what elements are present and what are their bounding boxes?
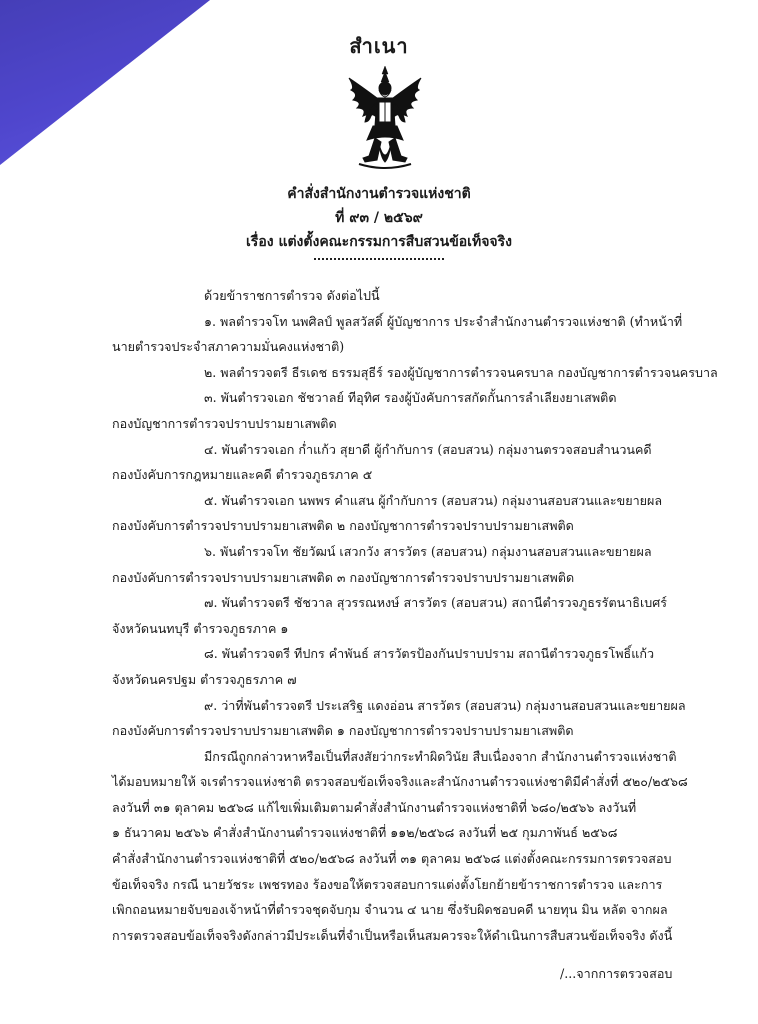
intro-line: ด้วยข้าราชการตำรวจ ดังต่อไปนี้: [204, 288, 380, 303]
continuation-note: /...จากการตรวจสอบ: [560, 966, 673, 981]
paragraph-line: คำสั่งสำนักงานตำรวจแห่งชาติที่ ๕๒๐/๒๕๖๘ ลงวันที่ ๓๑ ตุลาคม ๒๕๖๘ แต่งตั้งคณะกรรมการตรวจสอบ: [112, 851, 672, 867]
list-item: ๙. ว่าที่พันตำรวจตรี ประเสริฐ แดงอ่อน สารวัตร (สอบสวน) กลุ่มงานสอบสวนและขยายผล: [204, 697, 686, 713]
order-subject: เรื่อง แต่งตั้งคณะกรรมการสืบสวนข้อเท็จจริง: [246, 234, 512, 250]
paragraph-line: การตรวจสอบข้อเท็จจริงดังกล่าวมีประเด็นที่จำเป็นหรือเห็นสมควรจะให้ดำเนินการสืบสวนข้อเท็จจริง ดังนี้: [112, 927, 673, 943]
list-item-continuation: กองบังคับการตำรวจปราบปรามยาเสพติด ๓ กองบัญชาการตำรวจปราบปรามยาเสพติด: [112, 569, 575, 585]
paragraph-line: มีกรณีถูกกล่าวหาหรือเป็นที่สงสัยว่ากระทำผิดวินัย สืบเนื่องจาก สำนักงานตำรวจแห่งชาติ: [204, 748, 677, 764]
list-item-continuation: จังหวัดนครปฐม ตำรวจภูธรภาค ๗: [112, 671, 297, 687]
garuda-emblem-icon: [343, 64, 427, 174]
list-item-continuation: กองบังคับการตำรวจปราบปรามยาเสพติด ๑ กองบัญชาการตำรวจปราบปรามยาเสพติด: [112, 723, 574, 739]
list-item-continuation: กองบังคับการกฎหมายและคดี ตำรวจภูธรภาค ๕: [112, 467, 373, 483]
dotted-divider: [314, 258, 444, 260]
paragraph-line: ได้มอบหมายให้ จเรตำรวจแห่งชาติ ตรวจสอบข้อเท็จจริงและสำนักงานตำรวจแห่งชาติมีคำสั่งที่ ๕๒๐/๒๕๖๘: [112, 774, 688, 790]
copy-stamp: สำเนา: [349, 34, 409, 58]
list-item: ๑. พลตำรวจโท นพศิลป์ พูลสวัสดิ์ ผู้บัญชาการ ประจำสำนักงานตำรวจแห่งชาติ (ทำหน้าที่: [204, 313, 683, 329]
list-item-continuation: จังหวัดนนทบุรี ตำรวจภูธรภาค ๑: [112, 620, 289, 636]
paragraph-line: ข้อเท็จจริง กรณี นายวัชระ เพชรทอง ร้องขอให้ตรวจสอบการแต่งตั้งโยกย้ายข้าราชการตำรวจ และการ: [112, 876, 663, 892]
order-body: [112, 283, 718, 948]
list-item: ๓. พันตำรวจเอก ชัชวาลย์ ทีอุทิศ รองผู้บังคับการสกัดกั้นการลำเลียงยาเสพติด: [204, 390, 617, 406]
order-number: ที่ ๙๓ / ๒๕๖๙: [335, 210, 423, 226]
order-issuer: คำสั่งสำนักงานตำรวจแห่งชาติ: [287, 186, 471, 202]
list-item-continuation: กองบังคับการตำรวจปราบปรามยาเสพติด ๒ กองบัญชาการตำรวจปราบปรามยาเสพติด: [112, 518, 574, 534]
list-item: ๘. พันตำรวจตรี ทีปกร คำพันธ์ สารวัตรป้องกันปราบปราม สถานีตำรวจภูธรโพธิ์แก้ว: [204, 646, 655, 662]
paragraph-line: ลงวันที่ ๓๑ ตุลาคม ๒๕๖๘ แก้ไขเพิ่มเติมตามคำสั่งสำนักงานตำรวจแห่งชาติที่ ๖๘๐/๒๕๖๖ ลงวันที่: [112, 799, 637, 815]
list-item: ๔. พันตำรวจเอก ก่ำแก้ว สุยาดี ผู้กำกับการ (สอบสวน) กลุ่มงานตรวจสอบสำนวนคดี: [204, 441, 652, 457]
list-item-continuation: นายตำรวจประจำสภาความมั่นคงแห่งชาติ): [112, 339, 345, 355]
list-item: ๕. พันตำรวจเอก นพพร คำแสน ผู้กำกับการ (สอบสวน) กลุ่มงานสอบสวนและขยายผล: [204, 492, 663, 508]
paragraph-line: เพิกถอนหมายจับของเจ้าหน้าที่ตำรวจชุดจับกุม จำนวน ๔ นาย ซึ่งรับผิดชอบคดี นายทุน มิน หลัต จากผล: [112, 902, 668, 918]
order-header: [0, 182, 758, 254]
list-item: ๒. พลตำรวจตรี ธีรเดช ธรรมสุธีร์ รองผู้บัญชาการตำรวจนครบาล กองบัญชาการตำรวจนครบาล: [204, 364, 718, 380]
list-item-continuation: กองบัญชาการตำรวจปราบปรามยาเสพติด: [112, 415, 337, 431]
list-item: ๗. พันตำรวจตรี ชัชวาล สุวรรณหงษ์ สารวัตร (สอบสวน) สถานีตำรวจภูธรรัตนาธิเบศร์: [204, 595, 668, 611]
paragraph-line: ๑ ธันวาคม ๒๕๖๖ คำสั่งสำนักงานตำรวจแห่งชาติที่ ๑๑๒/๒๕๖๘ ลงวันที่ ๒๕ กุมภาพันธ์ ๒๕๖๘: [112, 825, 618, 841]
list-item: ๖. พันตำรวจโท ชัยวัฒน์ เสวกวัง สารวัตร (สอบสวน) กลุ่มงานสอบสวนและขยายผล: [204, 543, 652, 559]
